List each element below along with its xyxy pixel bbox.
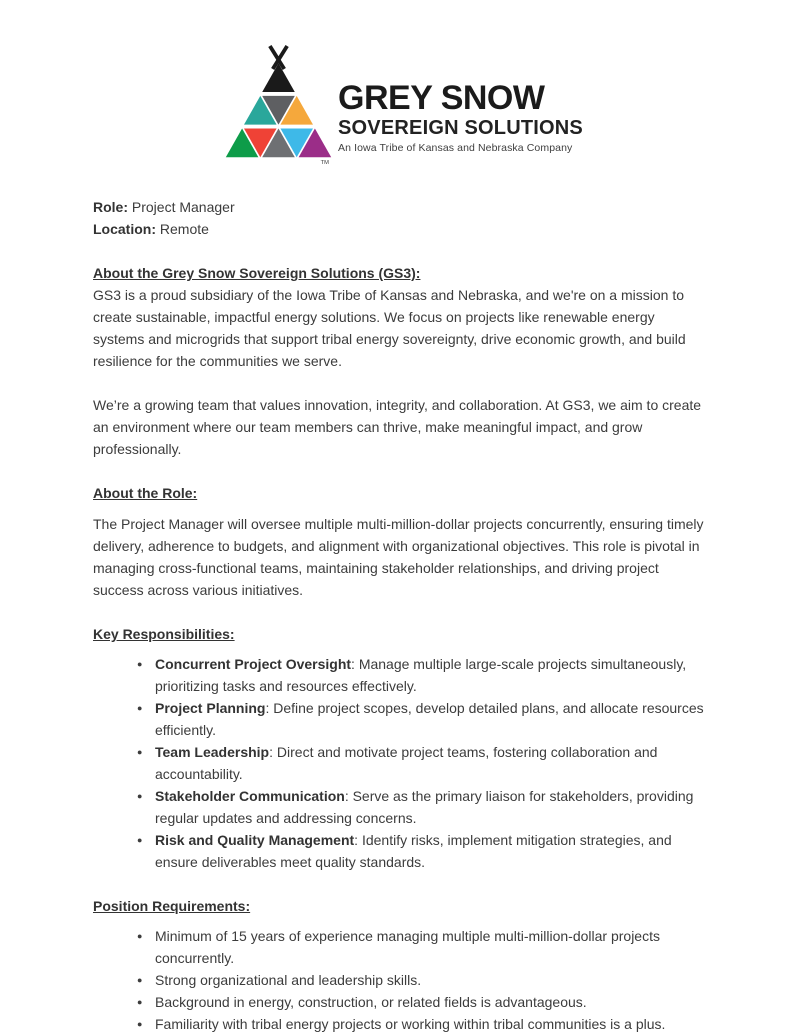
- list-item-text: : Manage multiple large-scale projects simultaneously, prioritizing tasks and resources effectively.: [155, 656, 687, 694]
- role-line: [93, 196, 705, 218]
- brand-name: GREY SNOW: [338, 79, 545, 117]
- list-item: [137, 697, 705, 741]
- role-label: Role:: [93, 199, 128, 215]
- key-responsibilities-heading: Key Responsibilities:: [93, 626, 235, 642]
- list-item-text: : Serve as the primary liaison for stakeholders, providing regular updates and addressing concerns.: [155, 788, 694, 826]
- logo-triangle-black: [262, 63, 295, 92]
- list-item-term: Concurrent Project Oversight: [155, 656, 352, 672]
- job-description-body: [93, 196, 705, 1035]
- brand-tagline: An Iowa Tribe of Kansas and Nebraska Company: [338, 142, 573, 154]
- position-requirements-heading: Position Requirements:: [93, 898, 251, 914]
- list-item-text: : Define project scopes, develop detailed plans, and allocate resources efficiently.: [155, 700, 704, 738]
- list-item: ● Background in energy, construction, or related fields is advantageous.: [137, 991, 705, 1013]
- location-value: Remote: [159, 221, 209, 237]
- logo-wordmark: [338, 44, 583, 154]
- list-item: [137, 653, 705, 697]
- list-item-term: Team Leadership: [155, 744, 270, 760]
- list-item-term: Stakeholder Communication: [155, 788, 345, 804]
- about-company-heading: About the Grey Snow Sovereign Solutions (GS3):: [93, 265, 421, 281]
- about-company-paragraph-1: GS3 is a proud subsidiary of the Iowa Tribe of Kansas and Nebraska, and we're on a mission to create sustainable, impactful energy solutions. We focus on projects like renewable energy systems and microgrids that support tribal energy sovereignty, drive economic growth, and build resilience for the communities we serve.: [93, 287, 686, 369]
- company-logo: [101, 44, 703, 170]
- list-item-term: Project Planning: [155, 700, 266, 716]
- about-company-paragraph-2: We’re a growing team that values innovation, integrity, and collaboration. At GS3, we aim to create an environment where our team members can thrive, make meaningful impact, and grow professionally.: [93, 397, 702, 457]
- list-item: [137, 785, 705, 829]
- location-line: [93, 218, 705, 240]
- list-item-term: Risk and Quality Management: [155, 832, 355, 848]
- about-role-paragraph: The Project Manager will oversee multiple multi-million-dollar projects concurrently, ensuring timely delivery, adherence to budgets, and alignment with organizational objectives. This role is pivotal in managing cross-functional teams, maintaining stakeholder relationships, and driving project success across various initiatives.: [93, 516, 704, 598]
- trademark-symbol: TM: [320, 159, 329, 165]
- location-label: Location:: [93, 221, 156, 237]
- list-item: ● Strong organizational and leadership skills.: [137, 969, 705, 991]
- key-responsibilities-list: [93, 653, 705, 873]
- list-item: ● Minimum of 15 years of experience managing multiple multi-million-dollar projects concurrently.: [137, 925, 705, 969]
- about-role-heading: About the Role:: [93, 485, 198, 501]
- brand-subtitle: SOVEREIGN SOLUTIONS: [338, 117, 583, 139]
- teepee-logo-icon: [221, 44, 336, 170]
- list-item-text: : Direct and motivate project teams, fostering collaboration and accountability.: [155, 744, 658, 782]
- role-value: Project Manager: [131, 199, 235, 215]
- list-item: [137, 741, 705, 785]
- list-item: ● Familiarity with tribal energy projects or working within tribal communities is a plus.: [137, 1013, 705, 1035]
- position-requirements-list: [93, 925, 705, 1035]
- list-item: [137, 829, 705, 873]
- list-item-text: : Identify risks, implement mitigation strategies, and ensure deliverables meet quality standards.: [155, 832, 672, 870]
